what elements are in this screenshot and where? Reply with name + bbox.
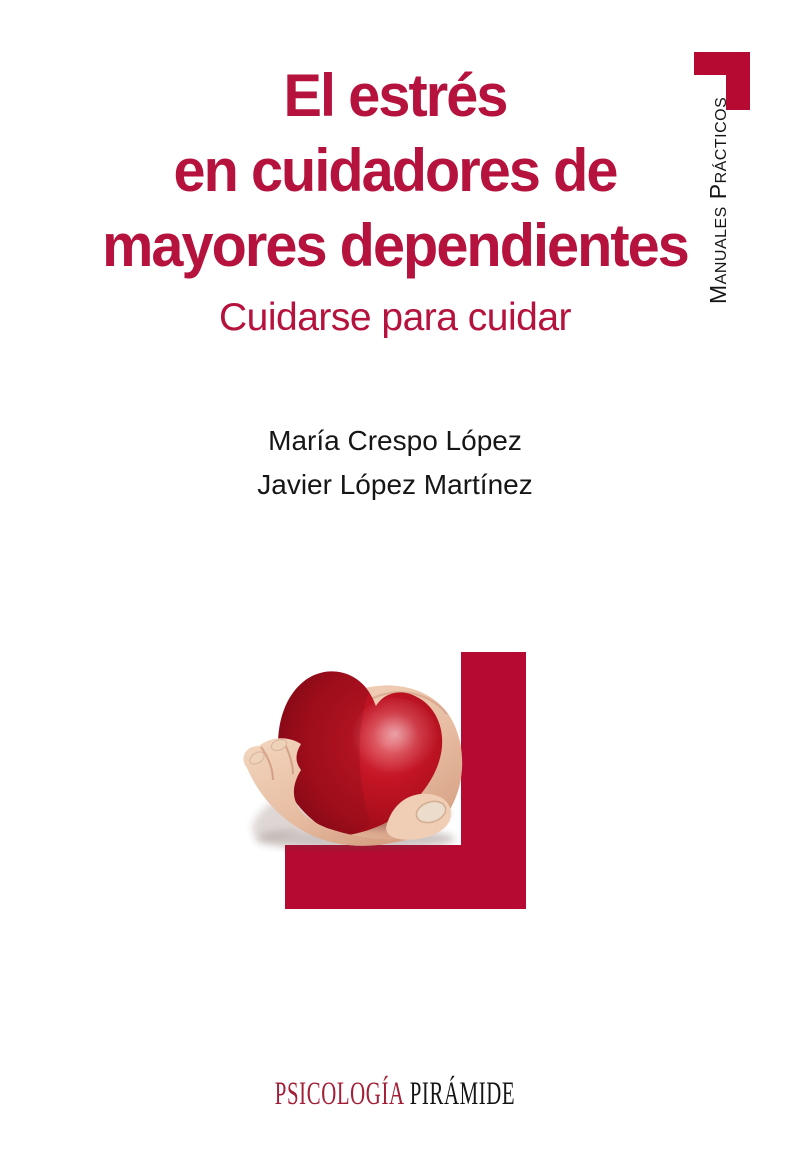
author-name-1: María Crespo López: [268, 425, 522, 456]
collection-name: PSICOLOGÍA: [274, 1076, 405, 1112]
author-name-2: Javier López Martínez: [257, 469, 533, 500]
title-line-1: El estrés: [283, 62, 507, 129]
title-line-2: en cuidadores de: [173, 137, 617, 204]
series-label: Manuales Prácticos: [705, 96, 731, 304]
l-mark-horizontal-bar: [285, 845, 461, 909]
publisher-name: PIRÁMIDE: [409, 1076, 516, 1112]
book-title: [16, 58, 774, 283]
l-mark-vertical-bar: [461, 652, 526, 909]
title-line-3: mayores dependientes: [102, 212, 688, 279]
publisher-logo: [146, 1074, 644, 1114]
heart-highlight: [351, 698, 439, 778]
author-block: [0, 419, 790, 507]
heart-in-hand-icon: [237, 646, 469, 852]
book-subtitle: Cuidarse para cuidar: [218, 296, 572, 339]
